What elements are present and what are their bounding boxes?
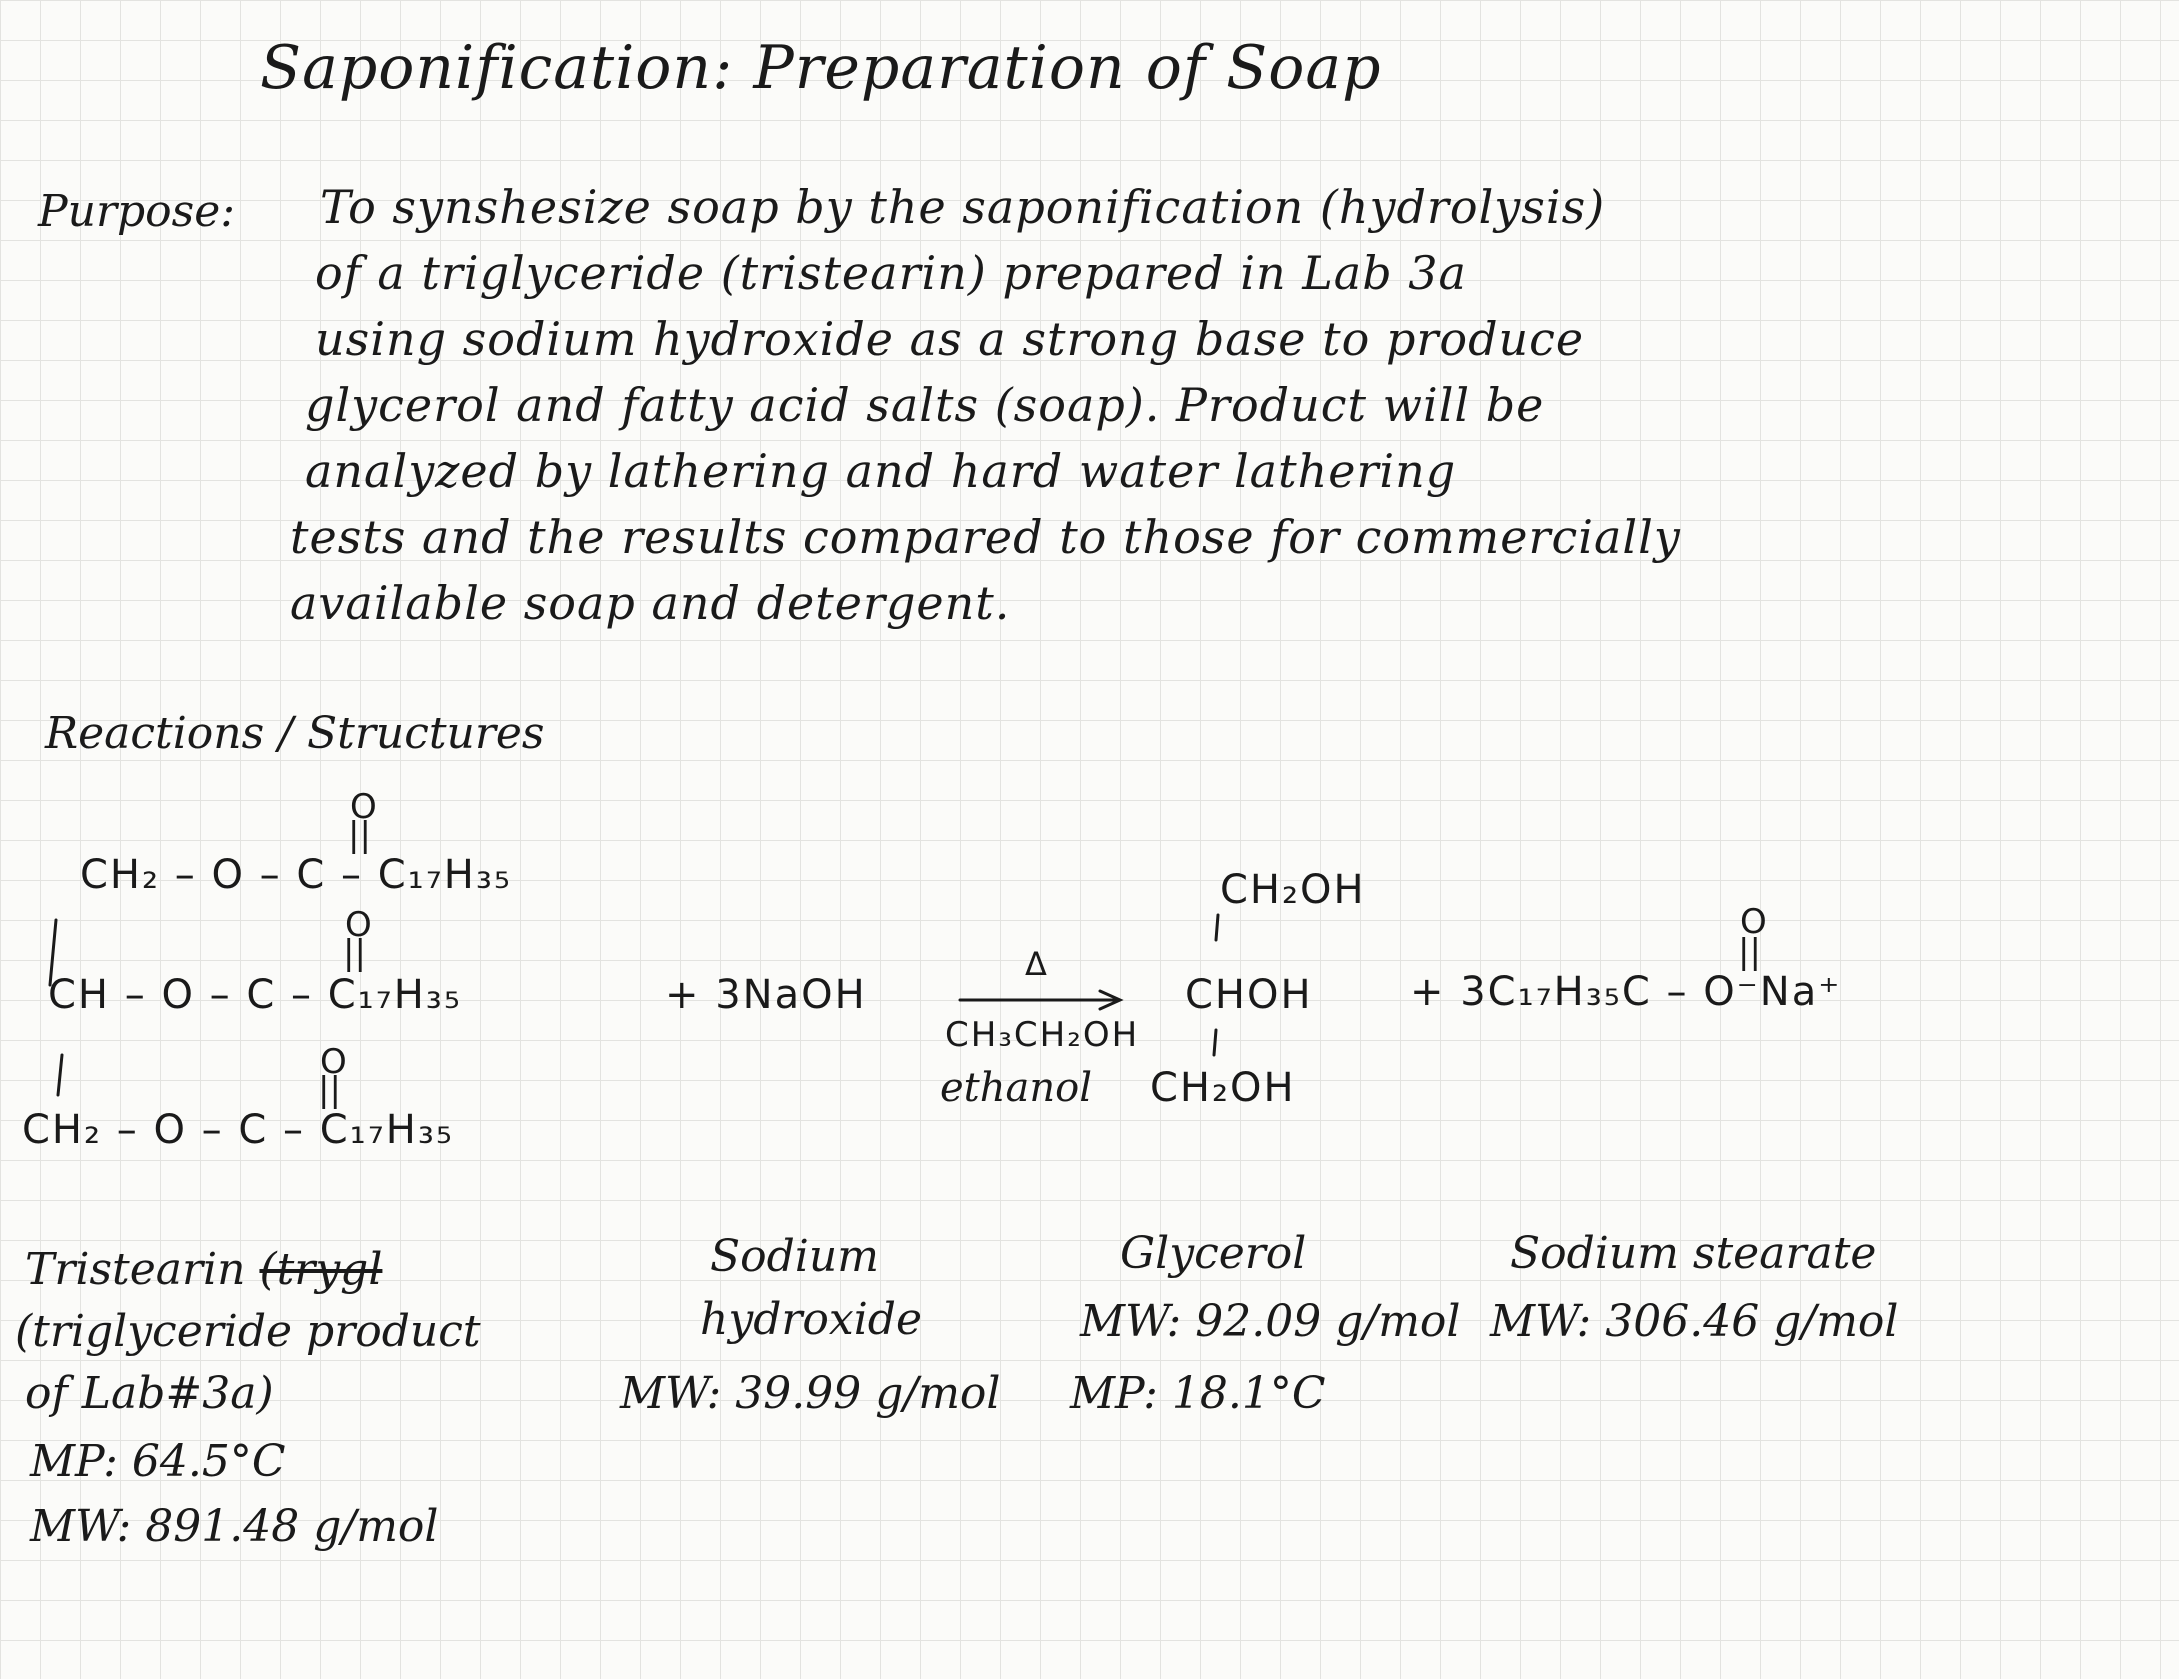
glycerol-name: Glycerol bbox=[1120, 1228, 1307, 1279]
double-bond-2: || bbox=[343, 933, 366, 973]
purpose-line-5: analyzed by lathering and hard water lathering bbox=[305, 444, 1457, 498]
purpose-line-2: of a triglyceride (tristearin) prepared in Lab 3a bbox=[315, 246, 1467, 300]
soap-formula: + 3C₁₇H₃₅C – O⁻Na⁺ bbox=[1410, 969, 1842, 1015]
tristearin-name-text: Tristearin bbox=[25, 1244, 246, 1295]
struck-text: (trygl bbox=[259, 1244, 383, 1295]
soap-carbonyl-oxygen: O bbox=[1740, 902, 1767, 942]
reagent-naoh: + 3NaOH bbox=[665, 972, 867, 1018]
naoh-name-2: hydroxide bbox=[700, 1294, 922, 1345]
stearate-mw: MW: 306.46 g/mol bbox=[1490, 1296, 1899, 1347]
carbonyl-oxygen-2: O bbox=[345, 905, 372, 945]
double-bond-3: || bbox=[318, 1070, 341, 1110]
glycerol-top: CH₂OH bbox=[1220, 867, 1366, 913]
purpose-line-7: available soap and detergent. bbox=[290, 576, 1011, 630]
page-title: Saponification: Preparation of Soap bbox=[260, 33, 1382, 103]
tristearin-desc-1: (triglyceride product bbox=[15, 1306, 481, 1357]
glycerol-bottom: CH₂OH bbox=[1150, 1065, 1296, 1111]
purpose-line-3: using sodium hydroxide as a strong base to produce bbox=[315, 312, 1585, 366]
tristearin-name bbox=[25, 1244, 383, 1295]
tristearin-row-3: CH₂ – O – C – C₁₇H₃₅ bbox=[22, 1107, 454, 1153]
carbonyl-oxygen-1: O bbox=[350, 787, 377, 827]
stearate-name: Sodium stearate bbox=[1510, 1228, 1877, 1279]
solvent-name: ethanol bbox=[940, 1065, 1092, 1111]
carbonyl-oxygen-3: O bbox=[320, 1042, 347, 1082]
tristearin-desc-2: of Lab#3a) bbox=[25, 1368, 274, 1419]
tristearin-row-1: CH₂ – O – C – C₁₇H₃₅ bbox=[80, 852, 512, 898]
glycerol-mp: MP: 18.1°C bbox=[1070, 1368, 1326, 1419]
soap-double-bond: || bbox=[1738, 932, 1761, 972]
purpose-line-6: tests and the results compared to those for commercially bbox=[290, 510, 1681, 564]
reactions-heading: Reactions / Structures bbox=[45, 708, 545, 759]
purpose-label: Purpose: bbox=[38, 186, 236, 237]
heat-symbol: Δ bbox=[1025, 945, 1049, 983]
tristearin-mp: MP: 64.5°C bbox=[30, 1436, 286, 1487]
glycerol-mw: MW: 92.09 g/mol bbox=[1080, 1296, 1461, 1347]
naoh-name-1: Sodium bbox=[710, 1231, 879, 1282]
glycerol-mid: CHOH bbox=[1185, 972, 1313, 1018]
naoh-mw: MW: 39.99 g/mol bbox=[620, 1368, 1001, 1419]
solvent-formula: CH₃CH₂OH bbox=[945, 1015, 1140, 1055]
tristearin-row-2: CH – O – C – C₁₇H₃₅ bbox=[48, 972, 462, 1018]
tristearin-mw: MW: 891.48 g/mol bbox=[30, 1501, 439, 1552]
double-bond-1: || bbox=[348, 815, 371, 855]
purpose-line-4: glycerol and fatty acid salts (soap). Product will be bbox=[305, 378, 1545, 432]
purpose-line-1: To synshesize soap by the saponification (hydrolysis) bbox=[320, 180, 1606, 234]
